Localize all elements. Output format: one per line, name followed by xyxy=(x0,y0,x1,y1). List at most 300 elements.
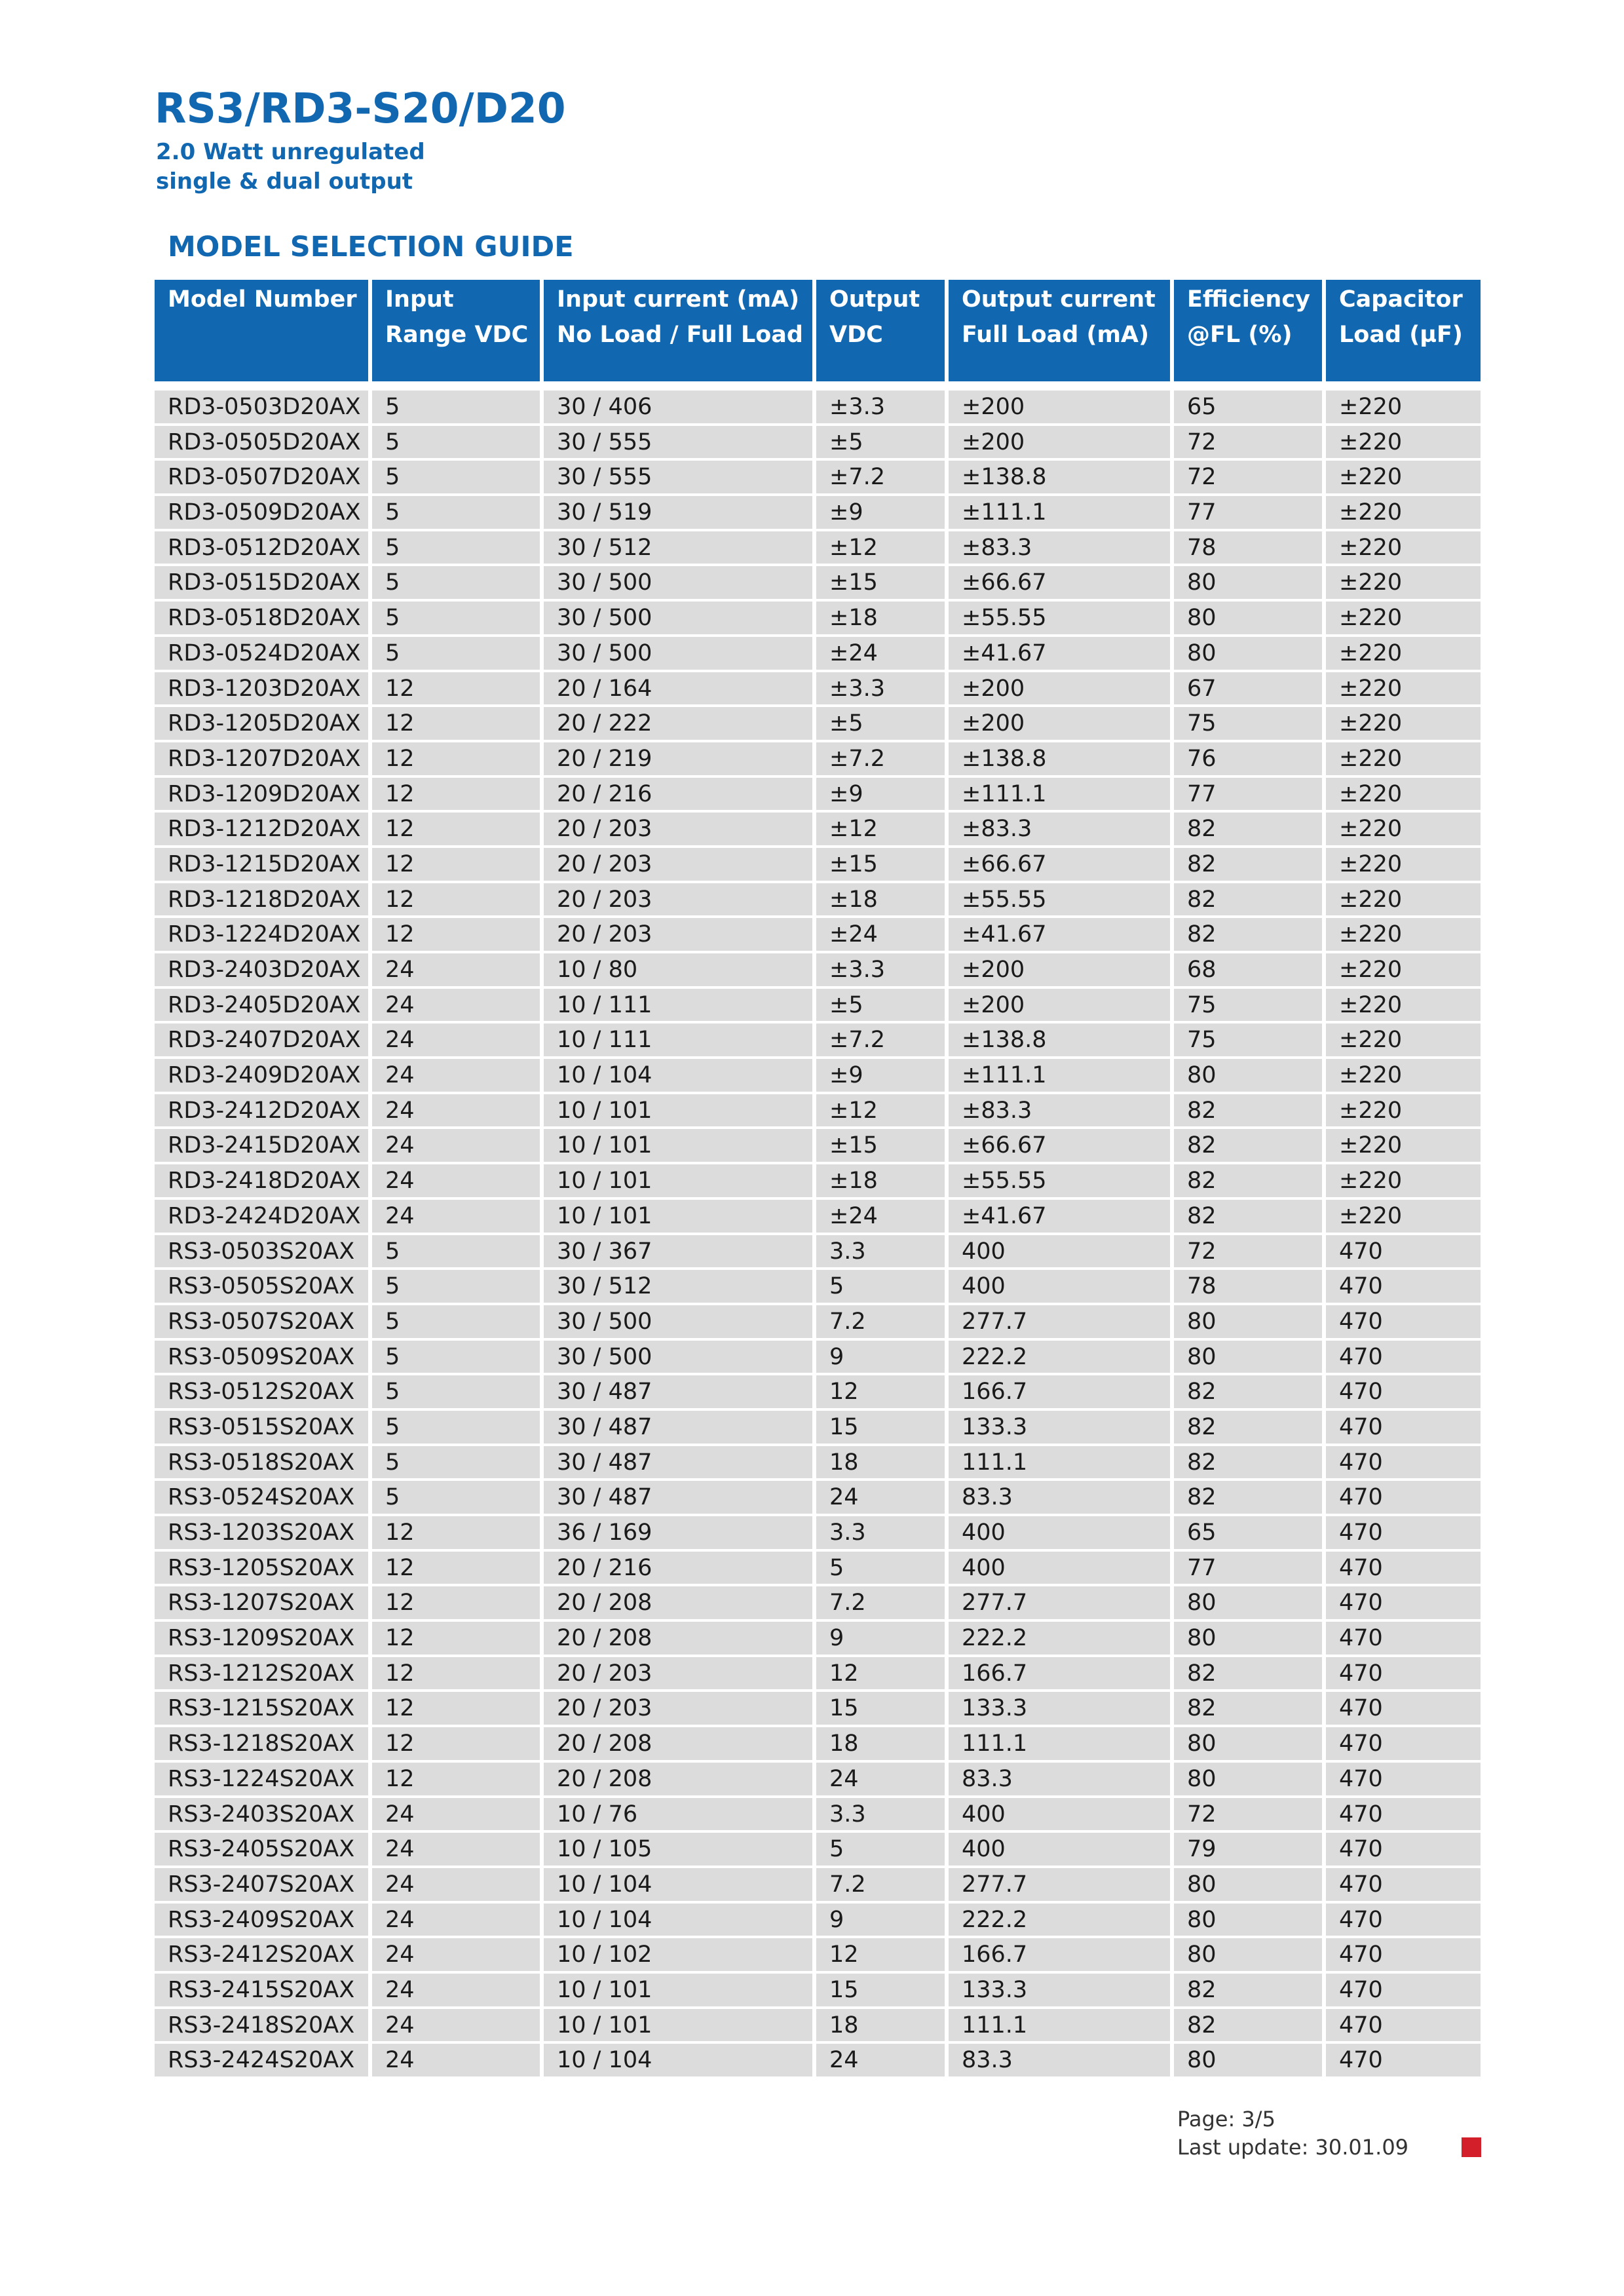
header-spacer xyxy=(155,381,1481,391)
cell-output-current: ±138.8 xyxy=(949,1024,1174,1059)
cell-input-range: 12 xyxy=(372,707,544,742)
cell-input-current: 30 / 367 xyxy=(544,1235,816,1271)
cell-input-range: 24 xyxy=(372,1833,544,1868)
cell-model-number: RD3-2403D20AX xyxy=(155,953,372,989)
cell-input-current: 10 / 101 xyxy=(544,2009,816,2044)
cell-model-number: RD3-2412D20AX xyxy=(155,1094,372,1130)
table-row xyxy=(155,813,1481,848)
cell-model-number: RD3-2415D20AX xyxy=(155,1129,372,1164)
table-row xyxy=(155,531,1481,567)
table-body xyxy=(155,391,1481,2079)
cell-efficiency: 82 xyxy=(1174,1129,1326,1164)
table-row xyxy=(155,883,1481,919)
cell-input-current: 10 / 102 xyxy=(544,1938,816,1974)
cell-output-vdc: ±5 xyxy=(816,707,949,742)
cell-output-current: 400 xyxy=(949,1235,1174,1271)
cell-model-number: RD3-1205D20AX xyxy=(155,707,372,742)
cell-output-current: ±200 xyxy=(949,989,1174,1024)
cell-output-current: ±200 xyxy=(949,707,1174,742)
cell-output-current: 111.1 xyxy=(949,1727,1174,1763)
cell-input-range: 5 xyxy=(372,531,544,567)
cell-input-range: 5 xyxy=(372,1411,544,1446)
cell-input-current: 30 / 487 xyxy=(544,1411,816,1446)
table-row xyxy=(155,461,1481,496)
cell-efficiency: 80 xyxy=(1174,1868,1326,1904)
cell-model-number: RS3-0515S20AX xyxy=(155,1411,372,1446)
column-header-line: Efficiency xyxy=(1187,286,1310,313)
cell-model-number: RS3-1215S20AX xyxy=(155,1692,372,1727)
cell-output-current: 83.3 xyxy=(949,1481,1174,1516)
cell-output-vdc: ±15 xyxy=(816,848,949,883)
column-header-line: Output xyxy=(829,286,920,313)
cell-output-vdc: ±7.2 xyxy=(816,1024,949,1059)
cell-input-range: 12 xyxy=(372,672,544,708)
cell-output-vdc: 24 xyxy=(816,1763,949,1798)
table-row xyxy=(155,1305,1481,1341)
cell-output-current: ±200 xyxy=(949,672,1174,708)
cell-input-current: 20 / 203 xyxy=(544,1657,816,1693)
column-header-output-vdc xyxy=(816,280,949,381)
cell-input-current: 36 / 169 xyxy=(544,1516,816,1552)
cell-output-current: ±138.8 xyxy=(949,461,1174,496)
cell-capacitor-load: ±220 xyxy=(1326,426,1481,461)
cell-model-number: RD3-1209D20AX xyxy=(155,778,372,813)
table-row xyxy=(155,391,1481,426)
cell-model-number: RD3-2409D20AX xyxy=(155,1059,372,1094)
cell-input-current: 20 / 208 xyxy=(544,1622,816,1657)
cell-capacitor-load: 470 xyxy=(1326,2009,1481,2044)
cell-output-current: 111.1 xyxy=(949,2009,1174,2044)
cell-model-number: RD3-0524D20AX xyxy=(155,637,372,672)
table-row xyxy=(155,1657,1481,1693)
cell-capacitor-load: ±220 xyxy=(1326,672,1481,708)
cell-efficiency: 82 xyxy=(1174,1974,1326,2009)
table-row xyxy=(155,1727,1481,1763)
cell-model-number: RD3-0509D20AX xyxy=(155,496,372,531)
cell-capacitor-load: ±220 xyxy=(1326,1059,1481,1094)
cell-output-vdc: ±24 xyxy=(816,637,949,672)
cell-output-current: ±83.3 xyxy=(949,531,1174,567)
cell-efficiency: 80 xyxy=(1174,1622,1326,1657)
cell-input-current: 10 / 101 xyxy=(544,1200,816,1235)
table-row xyxy=(155,848,1481,883)
cell-capacitor-load: 470 xyxy=(1326,1657,1481,1693)
table-row xyxy=(155,1974,1481,2009)
cell-efficiency: 82 xyxy=(1174,918,1326,953)
cell-model-number: RD3-1218D20AX xyxy=(155,883,372,919)
cell-output-vdc: 18 xyxy=(816,2009,949,2044)
cell-input-current: 30 / 500 xyxy=(544,566,816,602)
cell-output-current: ±41.67 xyxy=(949,918,1174,953)
cell-input-range: 5 xyxy=(372,602,544,637)
cell-model-number: RS3-2407S20AX xyxy=(155,1868,372,1904)
column-header-input-current xyxy=(544,280,816,381)
cell-input-current: 30 / 500 xyxy=(544,1305,816,1341)
table-row xyxy=(155,1868,1481,1904)
cell-efficiency: 80 xyxy=(1174,602,1326,637)
cell-input-range: 12 xyxy=(372,883,544,919)
cell-efficiency: 75 xyxy=(1174,707,1326,742)
column-header-capacitor-load xyxy=(1326,280,1481,381)
cell-model-number: RD3-0518D20AX xyxy=(155,602,372,637)
cell-input-range: 12 xyxy=(372,1622,544,1657)
cell-input-range: 5 xyxy=(372,391,544,426)
table-row xyxy=(155,1938,1481,1974)
cell-capacitor-load: ±220 xyxy=(1326,778,1481,813)
cell-model-number: RD3-2424D20AX xyxy=(155,1200,372,1235)
cell-input-range: 24 xyxy=(372,1129,544,1164)
table-row xyxy=(155,672,1481,708)
cell-efficiency: 80 xyxy=(1174,1763,1326,1798)
cell-output-current: ±83.3 xyxy=(949,1094,1174,1130)
cell-capacitor-load: 470 xyxy=(1326,1798,1481,1833)
cell-efficiency: 82 xyxy=(1174,1692,1326,1727)
cell-efficiency: 79 xyxy=(1174,1833,1326,1868)
table-row xyxy=(155,1833,1481,1868)
cell-model-number: RS3-0503S20AX xyxy=(155,1235,372,1271)
table-row xyxy=(155,1341,1481,1376)
column-header-line: Input xyxy=(385,286,454,313)
cell-efficiency: 82 xyxy=(1174,2009,1326,2044)
cell-model-number: RS3-0505S20AX xyxy=(155,1270,372,1305)
cell-output-vdc: 12 xyxy=(816,1657,949,1693)
table-row xyxy=(155,496,1481,531)
column-header-line: No Load / Full Load xyxy=(557,322,803,348)
table-row xyxy=(155,1692,1481,1727)
cell-input-range: 5 xyxy=(372,496,544,531)
column-header-line: Range VDC xyxy=(385,322,529,348)
cell-input-range: 24 xyxy=(372,1798,544,1833)
cell-output-current: 400 xyxy=(949,1798,1174,1833)
cell-output-current: 400 xyxy=(949,1833,1174,1868)
cell-output-vdc: ±9 xyxy=(816,778,949,813)
cell-output-current: 277.7 xyxy=(949,1305,1174,1341)
cell-output-current: 400 xyxy=(949,1270,1174,1305)
cell-model-number: RD3-0503D20AX xyxy=(155,391,372,426)
cell-model-number: RS3-0507S20AX xyxy=(155,1305,372,1341)
cell-input-current: 30 / 487 xyxy=(544,1446,816,1482)
cell-model-number: RS3-1224S20AX xyxy=(155,1763,372,1798)
cell-capacitor-load: 470 xyxy=(1326,1341,1481,1376)
cell-output-current: 277.7 xyxy=(949,1868,1174,1904)
cell-output-vdc: 15 xyxy=(816,1692,949,1727)
cell-input-range: 24 xyxy=(372,1868,544,1904)
cell-capacitor-load: ±220 xyxy=(1326,602,1481,637)
cell-model-number: RS3-1207S20AX xyxy=(155,1586,372,1622)
cell-output-current: ±66.67 xyxy=(949,848,1174,883)
cell-output-vdc: ±18 xyxy=(816,883,949,919)
cell-output-vdc: 3.3 xyxy=(816,1516,949,1552)
cell-input-current: 30 / 512 xyxy=(544,1270,816,1305)
column-header-line: Capacitor xyxy=(1339,286,1463,313)
table-row xyxy=(155,1235,1481,1271)
table-row xyxy=(155,1622,1481,1657)
cell-model-number: RS3-2415S20AX xyxy=(155,1974,372,2009)
table-row xyxy=(155,1129,1481,1164)
cell-efficiency: 72 xyxy=(1174,1235,1326,1271)
cell-input-range: 12 xyxy=(372,742,544,778)
cell-capacitor-load: 470 xyxy=(1326,1552,1481,1587)
column-header-line: Model Number xyxy=(168,286,357,313)
table-row xyxy=(155,1586,1481,1622)
cell-capacitor-load: ±220 xyxy=(1326,1164,1481,1200)
cell-input-range: 12 xyxy=(372,1727,544,1763)
page-footer xyxy=(1177,2105,1408,2162)
cell-capacitor-load: ±220 xyxy=(1326,637,1481,672)
cell-efficiency: 82 xyxy=(1174,1200,1326,1235)
cell-capacitor-load: ±220 xyxy=(1326,1094,1481,1130)
cell-efficiency: 67 xyxy=(1174,672,1326,708)
cell-capacitor-load: ±220 xyxy=(1326,953,1481,989)
cell-output-vdc: ±12 xyxy=(816,813,949,848)
cell-output-vdc: 7.2 xyxy=(816,1868,949,1904)
cell-output-vdc: 9 xyxy=(816,1622,949,1657)
subtitle-line-1: 2.0 Watt unregulated xyxy=(156,139,425,165)
column-header-line: VDC xyxy=(829,322,883,348)
cell-input-current: 30 / 487 xyxy=(544,1481,816,1516)
cell-input-current: 30 / 555 xyxy=(544,426,816,461)
cell-output-vdc: 15 xyxy=(816,1974,949,2009)
cell-capacitor-load: ±220 xyxy=(1326,742,1481,778)
cell-input-current: 10 / 104 xyxy=(544,1904,816,1939)
cell-output-vdc: 24 xyxy=(816,2044,949,2079)
cell-output-current: ±200 xyxy=(949,953,1174,989)
cell-input-current: 30 / 519 xyxy=(544,496,816,531)
cell-efficiency: 75 xyxy=(1174,1024,1326,1059)
cell-input-current: 20 / 222 xyxy=(544,707,816,742)
cell-output-current: 166.7 xyxy=(949,1938,1174,1974)
cell-input-range: 24 xyxy=(372,1904,544,1939)
cell-input-range: 24 xyxy=(372,2044,544,2079)
column-header-model-number xyxy=(155,280,372,381)
cell-efficiency: 75 xyxy=(1174,989,1326,1024)
cell-input-current: 20 / 203 xyxy=(544,813,816,848)
cell-capacitor-load: 470 xyxy=(1326,1235,1481,1271)
column-header-output-current xyxy=(949,280,1174,381)
cell-output-vdc: ±12 xyxy=(816,1094,949,1130)
column-header-line: Full Load (mA) xyxy=(962,322,1150,348)
cell-capacitor-load: ±220 xyxy=(1326,1024,1481,1059)
cell-input-range: 12 xyxy=(372,778,544,813)
cell-model-number: RS3-0524S20AX xyxy=(155,1481,372,1516)
cell-output-current: ±55.55 xyxy=(949,602,1174,637)
cell-output-current: ±200 xyxy=(949,426,1174,461)
cell-model-number: RD3-1203D20AX xyxy=(155,672,372,708)
cell-output-vdc: ±9 xyxy=(816,496,949,531)
cell-input-range: 5 xyxy=(372,461,544,496)
model-selection-table xyxy=(155,280,1481,2079)
cell-capacitor-load: 470 xyxy=(1326,1727,1481,1763)
cell-output-current: ±55.55 xyxy=(949,883,1174,919)
cell-input-current: 20 / 208 xyxy=(544,1586,816,1622)
cell-output-current: 133.3 xyxy=(949,1974,1174,2009)
cell-output-vdc: 18 xyxy=(816,1727,949,1763)
cell-output-vdc: 5 xyxy=(816,1270,949,1305)
cell-input-current: 20 / 216 xyxy=(544,1552,816,1587)
cell-model-number: RS3-2403S20AX xyxy=(155,1798,372,1833)
cell-model-number: RS3-0512S20AX xyxy=(155,1375,372,1411)
cell-input-current: 20 / 203 xyxy=(544,883,816,919)
cell-model-number: RD3-1207D20AX xyxy=(155,742,372,778)
cell-input-current: 20 / 216 xyxy=(544,778,816,813)
cell-input-current: 10 / 111 xyxy=(544,1024,816,1059)
cell-efficiency: 80 xyxy=(1174,1341,1326,1376)
cell-input-range: 12 xyxy=(372,813,544,848)
table-header xyxy=(155,280,1481,381)
cell-input-range: 24 xyxy=(372,1938,544,1974)
cell-input-range: 12 xyxy=(372,1657,544,1693)
cell-input-current: 10 / 101 xyxy=(544,1974,816,2009)
cell-capacitor-load: 470 xyxy=(1326,1375,1481,1411)
cell-output-vdc: 12 xyxy=(816,1938,949,1974)
cell-efficiency: 72 xyxy=(1174,426,1326,461)
table-row xyxy=(155,2009,1481,2044)
cell-output-current: 166.7 xyxy=(949,1657,1174,1693)
cell-capacitor-load: 470 xyxy=(1326,1516,1481,1552)
cell-input-current: 10 / 104 xyxy=(544,1868,816,1904)
cell-efficiency: 72 xyxy=(1174,1798,1326,1833)
cell-input-range: 5 xyxy=(372,1341,544,1376)
cell-input-current: 20 / 208 xyxy=(544,1763,816,1798)
table-row xyxy=(155,1763,1481,1798)
cell-efficiency: 82 xyxy=(1174,883,1326,919)
cell-input-range: 24 xyxy=(372,989,544,1024)
cell-input-range: 24 xyxy=(372,953,544,989)
cell-capacitor-load: 470 xyxy=(1326,1833,1481,1868)
cell-input-range: 5 xyxy=(372,1305,544,1341)
table-row xyxy=(155,1798,1481,1833)
cell-input-current: 10 / 105 xyxy=(544,1833,816,1868)
cell-model-number: RS3-2409S20AX xyxy=(155,1904,372,1939)
cell-output-vdc: ±5 xyxy=(816,426,949,461)
cell-input-range: 24 xyxy=(372,1059,544,1094)
cell-model-number: RD3-2407D20AX xyxy=(155,1024,372,1059)
cell-input-range: 5 xyxy=(372,1375,544,1411)
cell-output-current: ±111.1 xyxy=(949,496,1174,531)
cell-capacitor-load: ±220 xyxy=(1326,918,1481,953)
cell-output-current: 166.7 xyxy=(949,1375,1174,1411)
cell-capacitor-load: ±220 xyxy=(1326,391,1481,426)
cell-efficiency: 82 xyxy=(1174,1446,1326,1482)
cell-efficiency: 82 xyxy=(1174,1657,1326,1693)
column-header-line: Output current xyxy=(962,286,1156,313)
cell-model-number: RS3-1205S20AX xyxy=(155,1552,372,1587)
cell-output-vdc: ±12 xyxy=(816,531,949,567)
cell-input-range: 24 xyxy=(372,2009,544,2044)
table-row xyxy=(155,2044,1481,2079)
cell-output-vdc: 5 xyxy=(816,1552,949,1587)
cell-input-range: 5 xyxy=(372,1481,544,1516)
cell-input-range: 24 xyxy=(372,1024,544,1059)
cell-capacitor-load: ±220 xyxy=(1326,707,1481,742)
cell-output-current: ±138.8 xyxy=(949,742,1174,778)
table-row xyxy=(155,1270,1481,1305)
cell-capacitor-load: 470 xyxy=(1326,1270,1481,1305)
cell-capacitor-load: 470 xyxy=(1326,1692,1481,1727)
table-row xyxy=(155,1164,1481,1200)
cell-model-number: RS3-2424S20AX xyxy=(155,2044,372,2079)
cell-output-current: ±83.3 xyxy=(949,813,1174,848)
cell-input-current: 10 / 101 xyxy=(544,1129,816,1164)
cell-output-current: 400 xyxy=(949,1516,1174,1552)
table-row xyxy=(155,1516,1481,1552)
cell-input-range: 5 xyxy=(372,1446,544,1482)
cell-efficiency: 68 xyxy=(1174,953,1326,989)
cell-input-current: 20 / 219 xyxy=(544,742,816,778)
cell-model-number: RS3-1203S20AX xyxy=(155,1516,372,1552)
cell-capacitor-load: 470 xyxy=(1326,1904,1481,1939)
cell-output-vdc: 3.3 xyxy=(816,1235,949,1271)
cell-output-vdc: ±3.3 xyxy=(816,391,949,426)
cell-input-current: 20 / 164 xyxy=(544,672,816,708)
cell-output-current: ±41.67 xyxy=(949,1200,1174,1235)
cell-efficiency: 80 xyxy=(1174,566,1326,602)
cell-output-vdc: 9 xyxy=(816,1341,949,1376)
cell-input-current: 20 / 203 xyxy=(544,848,816,883)
cell-output-current: 133.3 xyxy=(949,1411,1174,1446)
cell-model-number: RS3-2412S20AX xyxy=(155,1938,372,1974)
table-row xyxy=(155,1094,1481,1130)
cell-input-range: 5 xyxy=(372,1235,544,1271)
cell-input-current: 20 / 203 xyxy=(544,918,816,953)
cell-input-current: 10 / 101 xyxy=(544,1164,816,1200)
cell-output-current: ±200 xyxy=(949,391,1174,426)
table-row xyxy=(155,707,1481,742)
cell-output-vdc: ±18 xyxy=(816,1164,949,1200)
cell-input-current: 30 / 500 xyxy=(544,637,816,672)
cell-input-current: 10 / 101 xyxy=(544,1094,816,1130)
cell-input-current: 10 / 111 xyxy=(544,989,816,1024)
cell-efficiency: 77 xyxy=(1174,496,1326,531)
cell-output-vdc: 7.2 xyxy=(816,1586,949,1622)
cell-efficiency: 82 xyxy=(1174,1094,1326,1130)
cell-capacitor-load: 470 xyxy=(1326,2044,1481,2079)
cell-model-number: RS3-1212S20AX xyxy=(155,1657,372,1693)
cell-capacitor-load: 470 xyxy=(1326,1446,1481,1482)
table-row xyxy=(155,918,1481,953)
cell-capacitor-load: 470 xyxy=(1326,1411,1481,1446)
cell-output-current: ±111.1 xyxy=(949,1059,1174,1094)
cell-output-current: ±66.67 xyxy=(949,566,1174,602)
cell-input-current: 30 / 555 xyxy=(544,461,816,496)
cell-output-current: ±66.67 xyxy=(949,1129,1174,1164)
cell-input-current: 10 / 80 xyxy=(544,953,816,989)
cell-efficiency: 80 xyxy=(1174,637,1326,672)
cell-output-current: 277.7 xyxy=(949,1586,1174,1622)
table-row xyxy=(155,1481,1481,1516)
cell-output-vdc: 18 xyxy=(816,1446,949,1482)
cell-efficiency: 80 xyxy=(1174,1586,1326,1622)
cell-output-vdc: ±18 xyxy=(816,602,949,637)
cell-model-number: RD3-0512D20AX xyxy=(155,531,372,567)
cell-capacitor-load: ±220 xyxy=(1326,531,1481,567)
cell-input-range: 12 xyxy=(372,918,544,953)
cell-capacitor-load: ±220 xyxy=(1326,566,1481,602)
table-row xyxy=(155,1375,1481,1411)
cell-efficiency: 80 xyxy=(1174,1305,1326,1341)
cell-output-current: 83.3 xyxy=(949,2044,1174,2079)
cell-model-number: RD3-0515D20AX xyxy=(155,566,372,602)
cell-input-current: 20 / 208 xyxy=(544,1727,816,1763)
cell-efficiency: 80 xyxy=(1174,1938,1326,1974)
table-row xyxy=(155,742,1481,778)
cell-efficiency: 82 xyxy=(1174,848,1326,883)
cell-capacitor-load: 470 xyxy=(1326,1622,1481,1657)
cell-input-current: 30 / 512 xyxy=(544,531,816,567)
cell-model-number: RD3-0507D20AX xyxy=(155,461,372,496)
cell-output-current: 133.3 xyxy=(949,1692,1174,1727)
cell-input-current: 30 / 500 xyxy=(544,602,816,637)
